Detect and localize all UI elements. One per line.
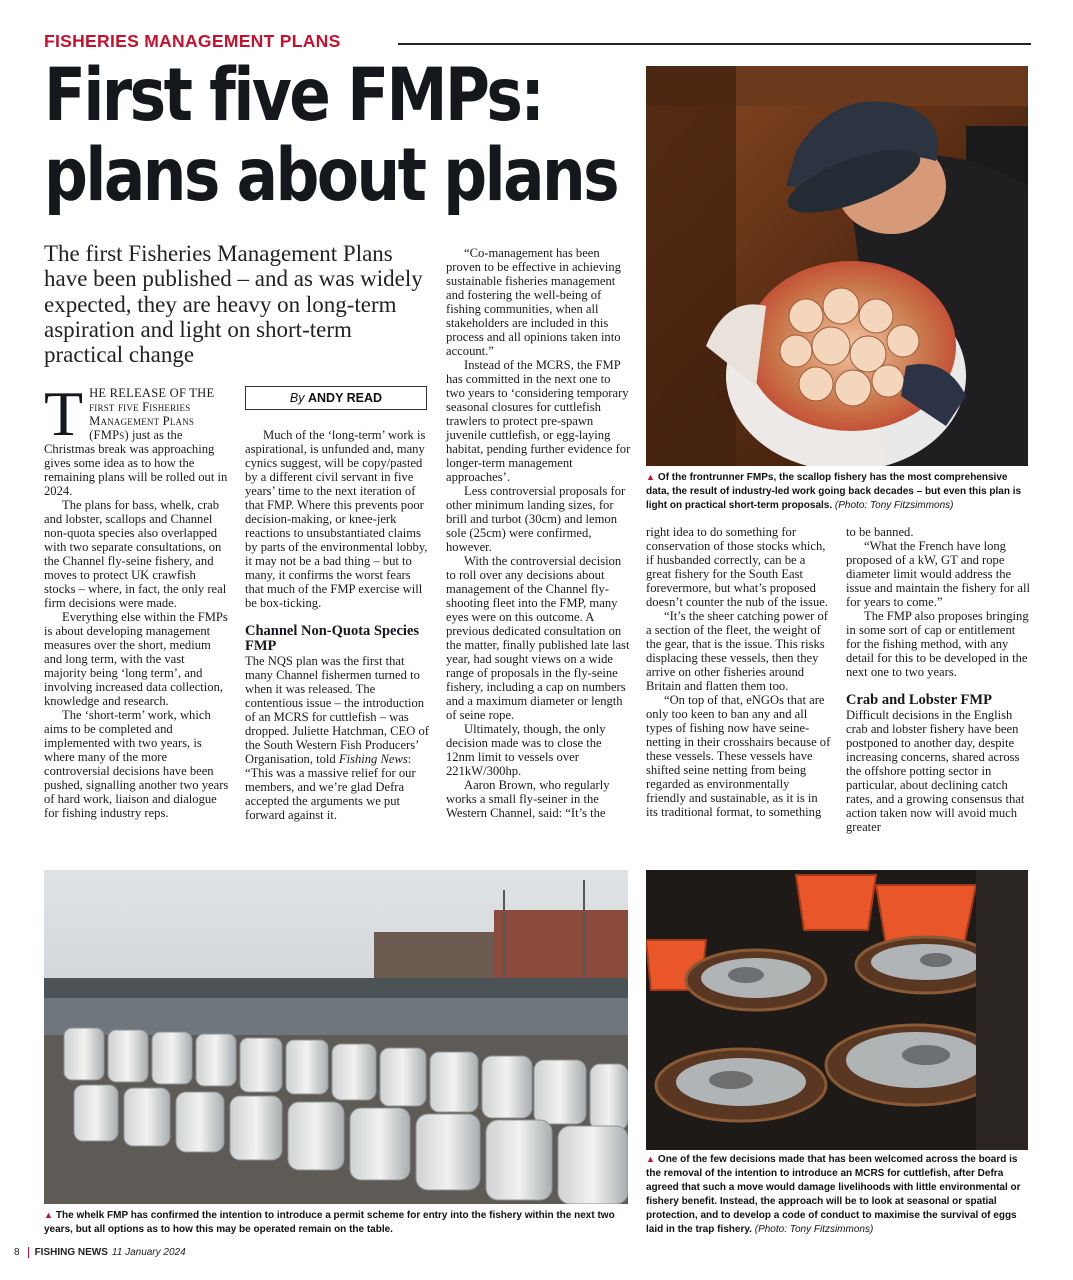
scallop-fisherman-photo bbox=[646, 66, 1028, 466]
headline bbox=[44, 53, 618, 218]
body-paragraph: Ultimately, though, the only decision made was to close the 12nm limit to vessels over 221kW/300hp. bbox=[446, 722, 606, 778]
body-paragraph: Instead of the MCRS, the FMP has committed in the next one to two years to ‘considering temporary seasonal closures for cuttlefish trawlers to protect pre-spawn juvenile cuttlefish, or egg-laying habitat, pending further evidence for longer-term management approaches’. bbox=[446, 358, 631, 484]
article-column-2 bbox=[245, 428, 431, 822]
body-paragraph: “Co-management has been proven to be effective in achieving sustainable fisheries management and fostering the well-being of fishing communities, when all stakeholders are included in this process and all opinions taken into account.” bbox=[446, 246, 621, 358]
issue-date: 11 January 2024 bbox=[111, 1247, 186, 1259]
subheading-channel-nqs: Channel Non-Quota Species FMP bbox=[245, 623, 420, 654]
body-paragraph: right idea to do something for conservation of those stocks which, if husbanded correctly, can be a great fishery for the South East forevermore, but what’s proposed doesn’t counter the nub of the issue. bbox=[646, 525, 828, 609]
paragraph-part: The NQS plan was the first that many Channel fishermen turned to when it was released. The contentious issue – the introduction of an MCRS for cuttlefish – was dropped. Juliette Hatchman, CEO of the South Western Fish Producers’ Organisation, told bbox=[245, 654, 429, 766]
publication-name: Fishing News bbox=[338, 752, 408, 766]
byline-author: ANDY READ bbox=[307, 391, 383, 405]
article-column-4 bbox=[646, 525, 832, 819]
cuttlefish-baskets-photo bbox=[646, 870, 1028, 1150]
body-paragraph: Much of the ‘long-term’ work is aspirational, is unfunded and, many cynics suggest, will be copy/pasted by a different civil servant in five years’ time to the next iteration of that FMP. Where this prevents poor decision-making, or knee-jerk reactions to unsubstantiated claims by parts of the environmental lobby, it may not be a bad thing – but to many, it confirms the worst fears that much of the FMP exercise will be box-ticking. bbox=[245, 428, 428, 610]
byline-by: By bbox=[289, 391, 305, 405]
cuttlefish-caption-text: One of the few decisions made that has been welcomed across the board is the removal of the intention to introduce an MCRS for cuttlefish, after Defra agreed that such a move would damage livelihoods with little environmental or fishery benefit. Instead, the approach will be to look at seasonal or spatial protection, and to develop a code of conduct to maximise the survival of eggs laid in the trap fishery. bbox=[646, 1154, 1021, 1235]
caption-arrow-icon: ▲ bbox=[646, 472, 655, 482]
body-paragraph: Difficult decisions in the English crab and lobster fishery have been postponed to another day, despite increasing concerns, shared across the offshore potting sector in particular, about declining catch rates, and a growing consensus that action taken now will avoid much greater bbox=[846, 708, 1025, 834]
headline-line-1: First five FMPs: bbox=[44, 53, 543, 138]
byline bbox=[245, 386, 427, 410]
whelk-caption-text: The whelk FMP has confirmed the intention to introduce a permit scheme for entry into the fishery within the next two years, but all options as to how this may be operated remain on the table. bbox=[44, 1210, 615, 1235]
dropcap: T bbox=[44, 378, 84, 449]
footer-divider bbox=[28, 1247, 29, 1258]
caption-arrow-icon: ▲ bbox=[44, 1210, 53, 1220]
body-paragraph: “What the French have long proposed of a kW, GT and rope diameter limit would address the issue and maintain the fishery for all for years to come.” bbox=[846, 539, 1030, 609]
scallop-caption bbox=[646, 470, 1028, 513]
subheading-crab-lobster: Crab and Lobster FMP bbox=[846, 692, 992, 708]
intro-paragraph bbox=[44, 378, 230, 498]
article-column-5 bbox=[846, 525, 1032, 834]
body-paragraph: The FMP also proposes bringing in some sort of cap or entitlement for the fishing method, with any detail for this to be developed in the next one to two years. bbox=[846, 609, 1029, 679]
article-column-1 bbox=[44, 378, 230, 820]
whelk-caption bbox=[44, 1208, 628, 1237]
headline-line-2: plans about plans bbox=[44, 133, 618, 218]
caption-arrow-icon: ▲ bbox=[646, 1154, 655, 1164]
page-footer bbox=[14, 1247, 186, 1258]
publication-name: FISHING NEWS bbox=[34, 1247, 108, 1259]
body-paragraph: “It’s the sheer catching power of a section of the fleet, the weight of the gear, that is the issue. This risks displacing these vessels, then they arrive on other fisheries around Britain and flatten them too. bbox=[646, 609, 829, 693]
scallop-caption-credit: (Photo: Tony Fitzsimmons) bbox=[834, 500, 954, 511]
body-paragraph: Everything else within the FMPs is about developing management measures over the short, medium and long term, with the vast majority being ‘long term’, and involving increased data collection, knowledge and research. bbox=[44, 610, 228, 708]
page-number: 8 bbox=[14, 1247, 20, 1259]
paragraph-part: : “This was a massive relief for our members, and we’re glad Defra accepted the arguments we put forward against it. bbox=[245, 752, 416, 822]
cuttlefish-caption-credit: (Photo: Tony Fitzsimmons) bbox=[754, 1224, 874, 1235]
cuttlefish-caption bbox=[646, 1152, 1030, 1237]
section-tag: FISHERIES MANAGEMENT PLANS bbox=[44, 31, 341, 51]
section-rule bbox=[398, 43, 1031, 45]
scallop-caption-text: Of the frontrunner FMPs, the scallop fishery has the most comprehensive data, the result of industry-led work going back decades – but even this plan is light on practical short-term proposals. bbox=[646, 472, 1022, 511]
body-paragraph: Less controversial proposals for other minimum landing sizes, for brill and turbot (30cm) and lemon sole (25cm) were confirmed, however. bbox=[446, 484, 626, 554]
intro-lead-caps: HE RELEASE OF THE first five Fisheries Management Plans (FMPs) bbox=[89, 386, 215, 442]
body-paragraph: to be banned. bbox=[846, 525, 914, 539]
whelk-pots-harbour-photo bbox=[44, 870, 628, 1204]
intro-lead-rest: just as the Christmas break was approaching gives some idea as to how the remaining plans will be rolled out in 2024. bbox=[44, 428, 228, 498]
body-paragraph: “On top of that, eNGOs that are only too keen to ban any and all types of fishing now have seine-netting in their crosshairs because of these vessels. These vessels have shifted seine netting from being regarded as environmentally friendly and sustainable, as it is in its traditional format, to something bbox=[646, 693, 831, 819]
body-paragraph: Aaron Brown, who regularly works a small fly-seiner in the Western Channel, said: “It’s the bbox=[446, 778, 610, 820]
standfirst: The first Fisheries Management Plans have been published – and as was widely expected, they are heavy on long-term aspiration and light on short-term practical change bbox=[44, 241, 423, 368]
body-paragraph: With the controversial decision to roll over any decisions about management of the Channel fly-shooting fleet into the FMP, many eyes were on this outcome. A previous dedicated consultation on the matter, finally published late last year, had sought views on a wide range of proposals in the fly-seine fishery, including a cap on numbers and a maximum diameter or length of seine rope. bbox=[446, 554, 630, 722]
article-column-3 bbox=[446, 246, 632, 820]
body-paragraph bbox=[245, 654, 431, 822]
body-paragraph: The plans for bass, whelk, crab and lobster, scallops and Channel non-quota species also overlapped with two separate consultations, on the Channel fly-seine fishery, and moves to protect UK crawfish stocks – where, in fact, the only real firm decisions were made. bbox=[44, 498, 227, 610]
body-paragraph: The ‘short-term’ work, which aims to be completed and implemented with two years, is where many of the more controversial decisions have been pushed, signalling another two years of hard work, liaison and dialogue for fishing industry reps. bbox=[44, 708, 229, 820]
